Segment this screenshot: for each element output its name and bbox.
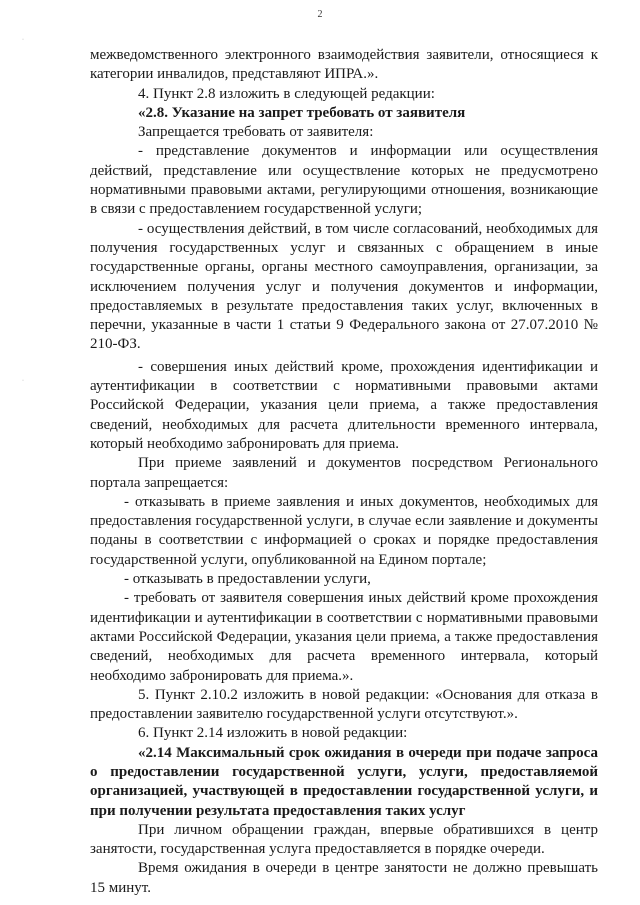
paragraph-item-5: 5. Пункт 2.10.2 изложить в новой редакции: «Основания для отказа в предоставлении заявителю государственной услуги отсутствуют.». <box>90 686 598 723</box>
paragraph-item-4: 4. Пункт 2.8 изложить в следующей редакции: <box>138 85 435 102</box>
paragraph-wait-time: Время ожидания в очереди в центре занятости не должно превышать 15 минут. <box>90 860 598 896</box>
page-number: 2 <box>317 9 323 20</box>
paragraph-prohibition-lead: Запрещается требовать от заявителя: <box>138 124 374 141</box>
list-item-require-actions: - требовать от заявителя совершения иных действий кроме прохождения идентификации и аутентификации в соответствии с нормативными правовыми актами Российской Федерации, указания цели приема, а также предоставления сведений, необходимых для расчета временного интервала, который необходимо забронировать для приема.». <box>90 590 598 684</box>
list-item-documents: - представление документов и информации или осуществления действий, представление или осуществление которых не предусмотрено нормативными правовыми актами, регулирующими отношения, возникающие в связи с предоставлением государственной услуги; <box>90 143 598 218</box>
list-item-refuse-acceptance: - отказывать в приеме заявления и иных документов, необходимых для предоставления государственной услуги, в случае если заявление и документы поданы в соответствии с информацией о сроках и порядке предоставления государственной услуги, опубликованной на Едином портале; <box>90 493 598 568</box>
section-heading-2-8: «2.8. Указание на запрет требовать от заявителя <box>138 104 466 121</box>
paragraph-personal-visit: При личном обращении граждан, впервые обратившихся в центр занятости, государственная услуга предоставляется в порядке очереди. <box>90 821 598 858</box>
list-item-actions-approvals: - осуществления действий, в том числе согласований, необходимых для получения государственных услуг и связанных с обращением в иные государственные органы, органы местного самоуправления, организации, за исключением получения услуг и получения документов и информации, предоставляемых в результате предоставления таких услуг, включенных в перечни, указанные в части 1 статьи 9 Федерального закона от 27.07.2010 № 210-ФЗ. <box>90 220 598 353</box>
margin-mark: · <box>22 378 24 384</box>
document-body <box>90 46 598 898</box>
list-item-refuse-service: - отказывать в предоставлении услуги, <box>124 571 371 588</box>
list-item-other-actions: - совершения иных действий кроме, прохождения идентификации и аутентификации в соответствии с нормативными правовыми актами Российской Федерации, указания цели приема, а также предоставления сведений, необходимых для расчета длительности временного интервала, который необходимо забронировать для приема. <box>90 358 598 452</box>
paragraph-item-6: 6. Пункт 2.14 изложить в новой редакции: <box>138 725 408 742</box>
paragraph-intro-continuation: межведомственного электронного взаимодействия заявители, относящиеся к категории инвалидов, представляют ИПРА.». <box>90 47 598 83</box>
margin-mark: · <box>22 37 24 43</box>
section-heading-2-14: «2.14 Максимальный срок ожидания в очереди при подаче запроса о предоставлении государственной услуги, услуги, предоставляемой организацией, участвующей в предоставлении государственной услуги, и при получении результата предоставления таких услуг <box>90 744 598 819</box>
paragraph-regional-portal: При приеме заявлений и документов посредством Регионального портала запрещается: <box>90 455 598 491</box>
